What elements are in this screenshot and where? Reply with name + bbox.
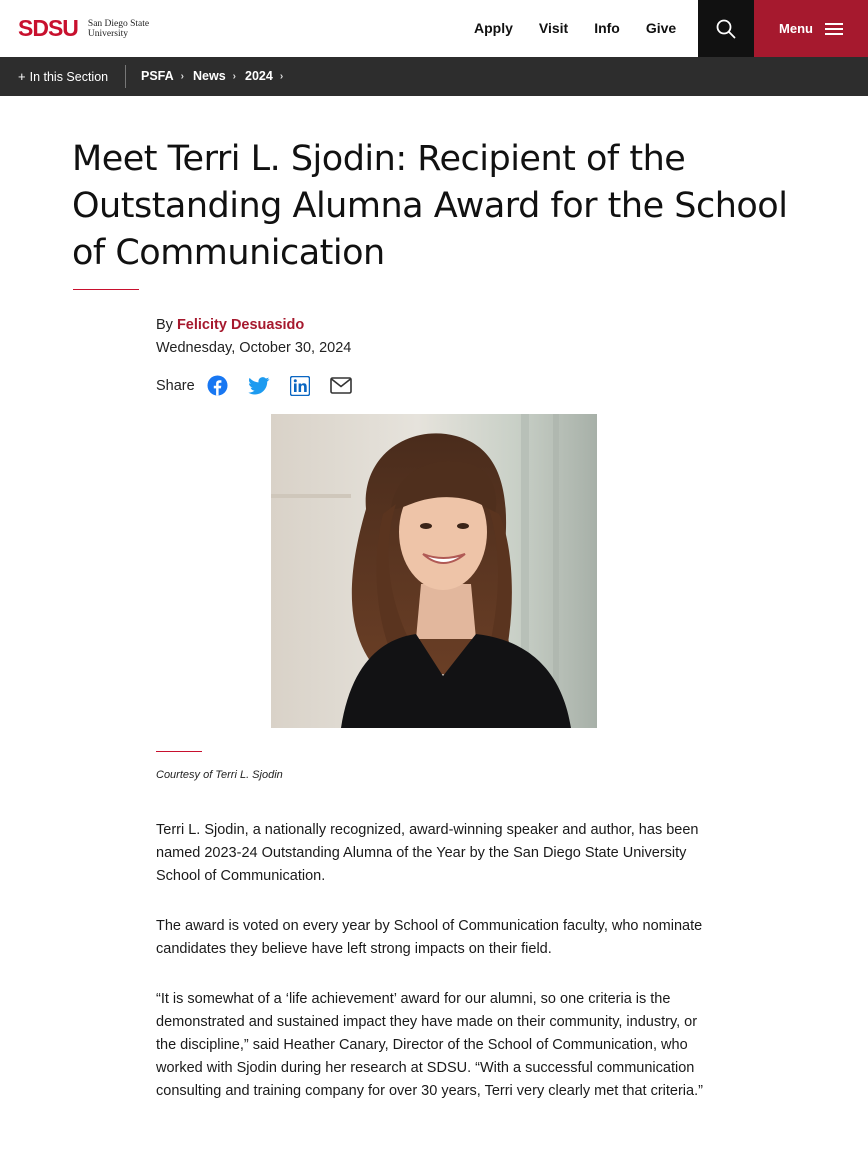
facebook-icon[interactable]: [207, 375, 228, 396]
chevron-right-icon: ›: [279, 70, 284, 82]
breadcrumb-psfa[interactable]: PSFA: [141, 69, 174, 83]
section-divider: [125, 65, 126, 88]
menu-button[interactable]: [754, 0, 868, 57]
twitter-icon[interactable]: [248, 377, 270, 395]
logo-wordmark: [88, 19, 158, 39]
logo-mark: SDSU: [18, 15, 78, 41]
breadcrumb-news[interactable]: News: [193, 69, 226, 83]
by-prefix: By: [156, 317, 173, 333]
share-bar: [156, 375, 372, 396]
title-divider: [73, 289, 139, 290]
share-label: Share: [156, 377, 195, 394]
logo-line-1: San Diego State: [87, 18, 150, 29]
section-bar: [0, 57, 868, 96]
in-this-section-toggle[interactable]: [18, 69, 108, 84]
search-button[interactable]: [698, 0, 754, 57]
photo-caption: Courtesy of Terri L. Sjodin: [156, 769, 283, 781]
hamburger-icon: [825, 23, 843, 35]
email-icon[interactable]: [330, 377, 352, 394]
nav-info[interactable]: Info: [594, 20, 620, 36]
search-icon: [716, 19, 736, 39]
page-title: Meet Terri L. Sjodin: Recipient of the Outstanding Alumna Award for the School of Communication: [72, 139, 788, 273]
nav-give[interactable]: Give: [645, 20, 677, 36]
article-body: [156, 819, 716, 1130]
paragraph: Terri L. Sjodin, a nationally recognized, award-winning speaker and author, has been named 2023-24 Outstanding Alumna of the Year by the San Diego State University School of Communication.: [156, 822, 699, 884]
chevron-right-icon: ›: [180, 70, 184, 82]
breadcrumb-2024[interactable]: 2024: [245, 69, 273, 83]
site-header: [0, 0, 868, 57]
sdsu-logo[interactable]: [18, 15, 158, 42]
linkedin-icon[interactable]: [290, 376, 310, 396]
paragraph: The award is voted on every year by School of Communication faculty, who nominate candidates they believe have left strong impacts on their field.: [156, 918, 703, 957]
paragraph: “It is somewhat of a ‘life achievement’ award for our alumni, so one criteria is the demonstrated and sustained impact they have made on their community, industry, or the discipline,” said Heather Canary, Director of the School of Communication, who worked with Sjodin during her research at SDSU. “With a successful communication consulting and training company for over 30 years, Terri very clearly met that criteria.”: [156, 991, 703, 1099]
publish-date: Wednesday, October 30, 2024: [156, 340, 352, 356]
nav-apply[interactable]: Apply: [474, 20, 513, 36]
chevron-right-icon: ›: [232, 70, 236, 82]
menu-label: Menu: [779, 21, 813, 36]
plus-icon: +: [18, 69, 26, 84]
nav-visit[interactable]: Visit: [538, 20, 569, 36]
in-this-section-label: In this Section: [29, 69, 109, 84]
byline: [156, 317, 304, 333]
portrait-photo: [271, 414, 597, 728]
breadcrumb: [141, 69, 292, 83]
logo-line-2: University: [87, 28, 129, 39]
author-link[interactable]: Felicity Desuasido: [176, 317, 305, 333]
caption-divider: [156, 751, 202, 752]
top-nav: [474, 20, 702, 36]
